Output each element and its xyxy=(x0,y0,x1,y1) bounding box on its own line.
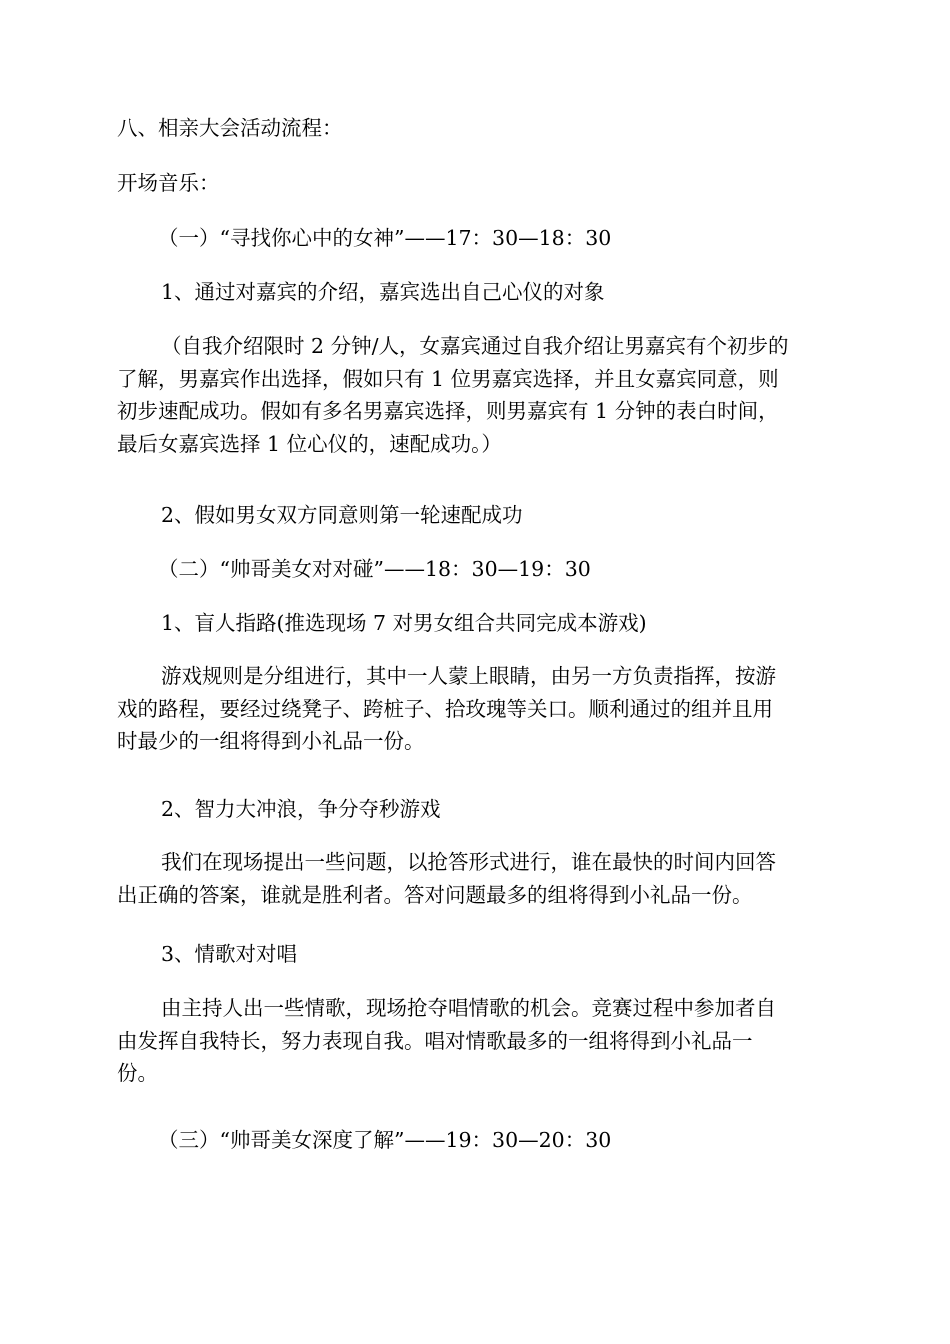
part-one-heading: （一）“寻找你心中的女神”——17：30—18：30 xyxy=(158,226,612,250)
part-two-item-2-rules xyxy=(117,846,835,911)
part-two-item-3: 3、情歌对对唱 xyxy=(161,942,298,966)
part-two-item-3-rules xyxy=(117,992,835,1090)
text-line: 份。 xyxy=(117,1061,158,1085)
part-two-item-2: 2、智力大冲浪，争分夺秒游戏 xyxy=(161,797,441,821)
text-line: 最后女嘉宾选择 1 位心仪的，速配成功。） xyxy=(117,431,502,456)
part-two-item-1: 1、盲人指路(推选现场 7 对男女组合共同完成本游戏) xyxy=(161,611,647,635)
part-two-heading: （二）“帅哥美女对对碰”——18：30—19：30 xyxy=(158,557,591,581)
part-two-item-1-rules xyxy=(117,660,835,758)
text-line: 出正确的答案，谁就是胜利者。答对问题最多的组将得到小礼品一份。 xyxy=(117,882,753,907)
text-line: 由发挥自我特长，努力表现自我。唱对情歌最多的一组将得到小礼品一 xyxy=(117,1028,753,1053)
section-heading: 八、相亲大会活动流程： xyxy=(117,116,343,140)
part-one-item-2: 2、假如男女双方同意则第一轮速配成功 xyxy=(161,503,523,527)
text-line: （自我介绍限时 2 分钟/人，女嘉宾通过自我介绍让男嘉宾有个初步的 xyxy=(161,334,789,358)
opening-music-label: 开场音乐： xyxy=(117,171,220,195)
text-line: 了解，男嘉宾作出选择，假如只有 1 位男嘉宾选择，并且女嘉宾同意，则 xyxy=(117,366,779,391)
part-one-item-1-detail xyxy=(117,330,835,460)
part-one-item-1: 1、通过对嘉宾的介绍，嘉宾选出自己心仪的对象 xyxy=(161,280,605,304)
text-line: 初步速配成功。假如有多名男嘉宾选择，则男嘉宾有 1 分钟的表白时间， xyxy=(117,399,779,423)
part-three-heading: （三）“帅哥美女深度了解”——19：30—20：30 xyxy=(158,1128,612,1152)
text-line: 由主持人出一些情歌，现场抢夺唱情歌的机会。竞赛过程中参加者自 xyxy=(161,996,776,1020)
text-line: 我们在现场提出一些问题，以抢答形式进行，谁在最快的时间内回答 xyxy=(161,850,776,874)
text-line: 游戏规则是分组进行，其中一人蒙上眼睛，由另一方负责指挥，按游 xyxy=(161,664,776,688)
text-line: 戏的路程，要经过绕凳子、跨桩子、拾玫瑰等关口。顺利通过的组并且用 xyxy=(117,696,773,721)
text-line: 时最少的一组将得到小礼品一份。 xyxy=(117,729,425,753)
